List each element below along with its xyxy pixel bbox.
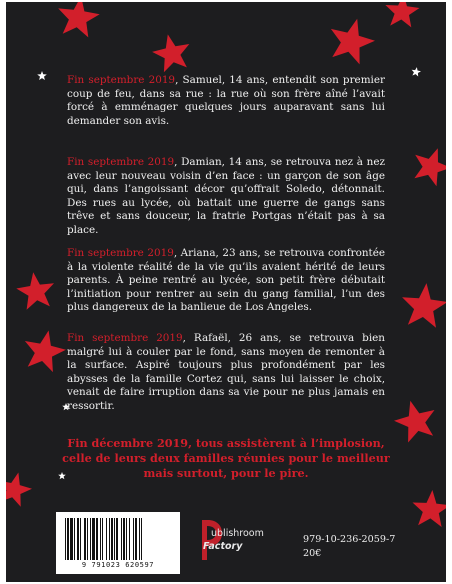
paragraph-text: , Damian, 14 ans, se retrouva nez à nez avec leur nouveau voisin d’en face : un garçon de son âge qui, dans l’angoissant décor qu’offrait Soledo, détonnait. Des rues au lycée, où battait une guerre de gangs sans trêve et sans douceur, la fratrie Portgas n’était pas à sa place. — [67, 156, 385, 236]
back-cover — [6, 2, 446, 582]
barcode-bar — [96, 518, 98, 560]
paragraph-rafael — [67, 332, 385, 414]
publisher-logo — [199, 518, 289, 568]
barcode-bar — [67, 518, 69, 560]
barcode-bar — [123, 518, 125, 560]
star-icon — [414, 148, 446, 186]
barcode-bar — [70, 518, 73, 560]
barcode-bar — [111, 518, 113, 560]
barcode-bars — [63, 518, 173, 560]
barcode-bar — [102, 518, 103, 560]
star-icon — [37, 71, 47, 80]
paragraph-damian — [67, 156, 385, 238]
publisher-logo-icon — [199, 518, 223, 562]
barcode-bar — [141, 518, 142, 560]
star-icon — [6, 473, 32, 507]
barcode-bar — [133, 518, 134, 560]
barcode-bar — [90, 518, 91, 560]
paragraph-ariana — [67, 247, 385, 315]
publisher-subname: Factory — [203, 541, 243, 552]
star-icon — [331, 19, 375, 65]
barcode-bar — [106, 518, 107, 560]
barcode-bar — [116, 518, 118, 560]
barcode-bar — [135, 518, 137, 560]
barcode-bar — [114, 518, 115, 560]
barcode-bar — [87, 518, 88, 560]
barcode-bar — [65, 518, 66, 560]
paragraph-samuel — [67, 74, 385, 128]
barcode-bar — [109, 518, 110, 560]
star-icon — [412, 67, 421, 76]
publisher-name: ublishroom — [211, 528, 264, 539]
star-icon — [25, 331, 66, 373]
star-icon — [16, 272, 54, 310]
barcode — [56, 512, 180, 574]
paragraph-date: Fin septembre 2019 — [67, 74, 176, 86]
star-icon — [402, 283, 446, 328]
price: 20€ — [303, 548, 322, 559]
barcode-bar — [126, 518, 127, 560]
barcode-bar — [121, 518, 122, 560]
barcode-bar — [100, 518, 101, 560]
barcode-bar — [139, 518, 140, 560]
star-icon — [394, 401, 435, 443]
barcode-bar — [80, 518, 81, 560]
star-icon — [385, 2, 419, 27]
paragraph-date: Fin septembre 2019 — [67, 156, 175, 168]
paragraph-text: , Rafaël, 26 ans, se retrouva bien malgré lui à couler par le fond, sans moyen de remonter à la surface. Aspiré toujours plus profondément par les abysses de la famille Cortez qui, sans lui laisser le choix, venait de faire irruption dans sa vie pour ne plus jamais en ressortir. — [67, 332, 385, 412]
barcode-bar — [74, 518, 75, 560]
barcode-bar — [77, 518, 79, 560]
paragraph-date: Fin septembre 2019 — [67, 247, 174, 259]
paragraph-text: , Ariana, 23 ans, se retrouva confrontée à la violente réalité de la vie qu’ils avaient hérité de leurs parents. À peine rentré au lycée, son petit frère débutait l’initiation pour rentrer au sein du gang familial, l’un des plus dangereux de la banlieue de Los Angeles. — [67, 247, 386, 314]
closing-statement: Fin décembre 2019, tous assistèrent à l’implosion, celle de leurs deux familles réunies pour le meilleur mais surtout, pour le pire. — [62, 436, 390, 481]
isbn: 979-10-236-2059-7 — [303, 534, 396, 545]
paragraph-date: Fin septembre 2019 — [67, 332, 183, 344]
barcode-digits: 9 791023 620597 — [81, 561, 155, 569]
barcode-bar — [84, 518, 86, 560]
star-icon — [58, 2, 99, 37]
barcode-bar — [129, 518, 130, 560]
barcode-bar — [92, 518, 95, 560]
star-icon — [152, 34, 189, 72]
paragraph-text: , Samuel, 14 ans, entendit son premier coup de feu, dans sa rue : la rue où son frère aîné l’avait forcé à emménager quelques jours auparavant sans lui demander son avis. — [67, 74, 385, 127]
star-icon — [413, 490, 447, 527]
